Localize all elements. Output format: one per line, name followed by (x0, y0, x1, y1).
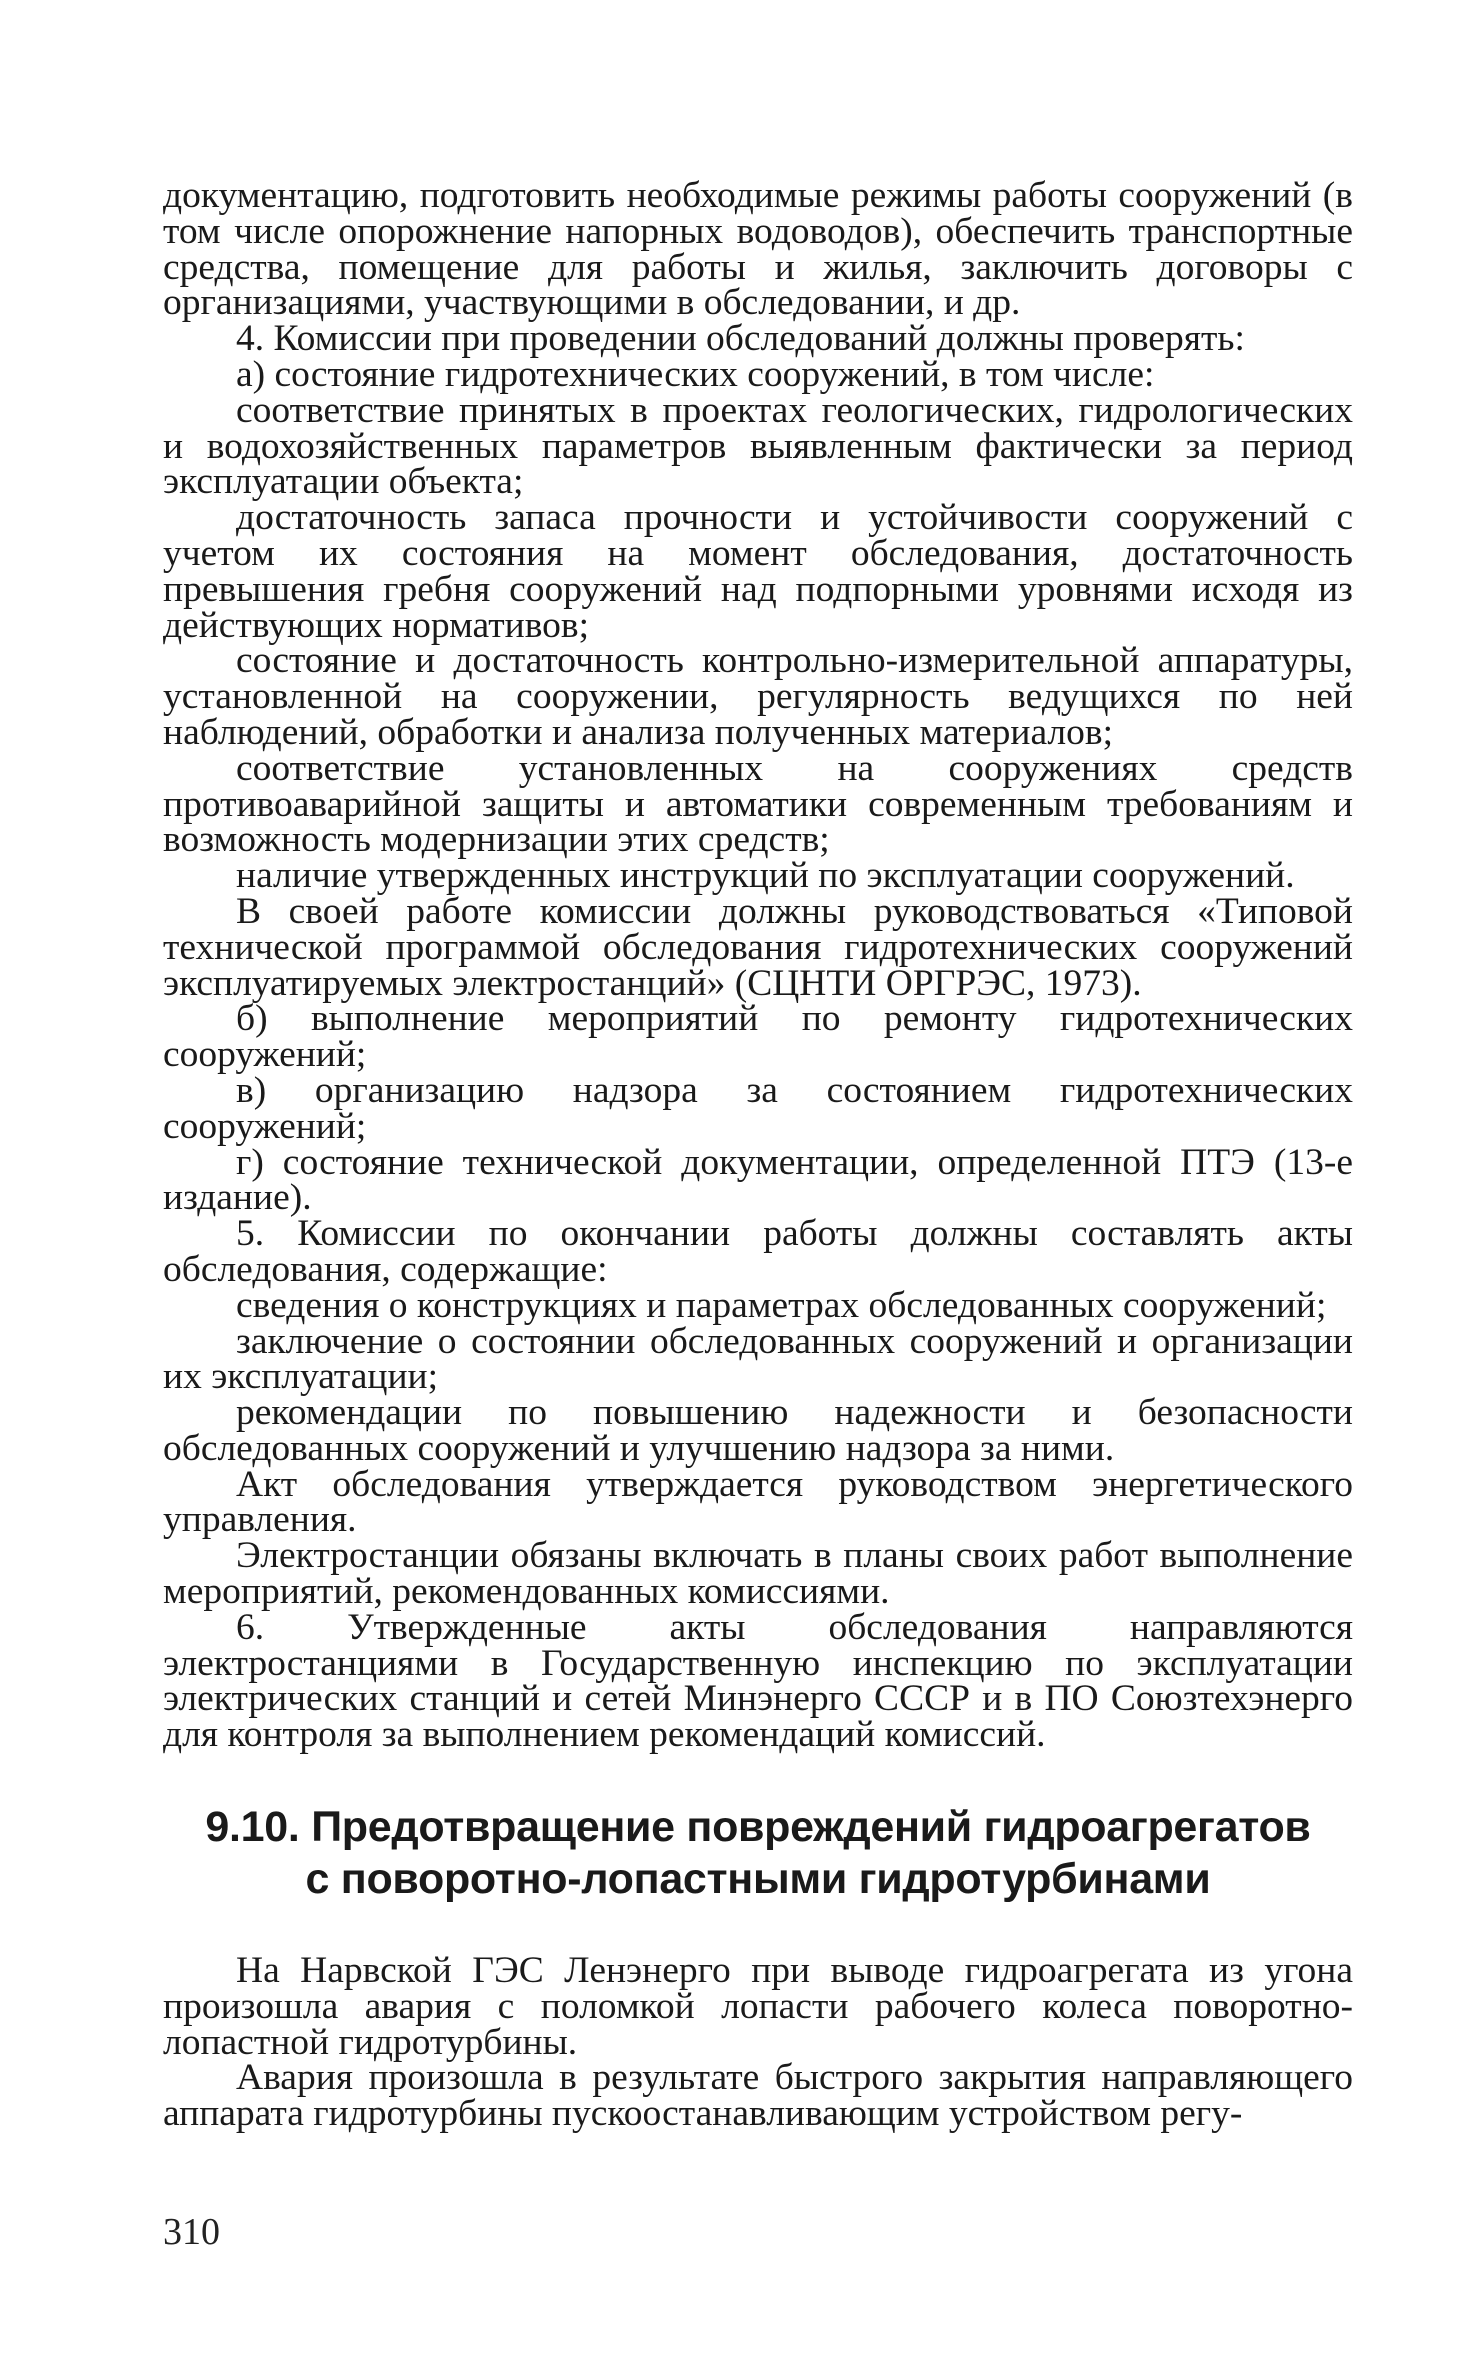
paragraph: заключение о состоянии обследованных сооружений и организации их эксплуатации; (163, 1320, 1353, 1398)
paragraph: соответствие установленных на сооружениях средств противоаварийной защиты и автоматики современным требованиям и возможность модернизации этих средств; (163, 747, 1353, 861)
paragraph: сведения о конструкциях и параметрах обследованных сооружений; (236, 1284, 1327, 1326)
paragraph: 4. Комиссии при проведении обследований должны проверять: (236, 318, 1245, 360)
paragraph: Электростанции обязаны включать в планы своих работ выполнение мероприятий, рекомендованных комиссиями. (163, 1535, 1353, 1613)
paragraph: состояние и достаточность контрольно-измерительной аппаратуры, установленной на сооружении, регулярность ведущихся по ней наблюдений, обработки и анализа полученных материалов; (163, 640, 1353, 753)
section-heading-line-1: 9.10. Предотвращение повреждений гидроагрегатов (205, 1803, 1311, 1852)
paragraph: В своей работе комиссии должны руководствоваться «Типовой технической программой обследования гидротехнических сооружений эксплуатируемых электростанций» (СЦНТИ ОРГРЭС, 1973). (163, 890, 1353, 1004)
body-text-bottom (163, 1950, 1353, 2135)
paragraph: документацию, подготовить необходимые режимы работы сооружений (в том числе опорожнение напорных водоводов), обеспечить транспортные средства, помещение для работы и жилья, заключить договоры с организациями, участвующими в обследовании, и др. (163, 175, 1353, 324)
section-heading (163, 1801, 1353, 1905)
paragraph: достаточность запаса прочности и устойчивости сооружений с учетом их состояния на момент обследования, достаточность превышения гребня сооружений над подпорными уровнями исходя из действующих нормативов; (163, 497, 1353, 646)
page-number: 310 (163, 2211, 220, 2253)
paragraph: соответствие принятых в проектах геологических, гидрологических и водохозяйственных параметров выявленным фактически за период эксплуатации объекта; (163, 389, 1353, 503)
paragraph: в) организацию надзора за состоянием гидротехнических сооружений; (163, 1069, 1353, 1147)
paragraph: 6. Утвержденные акты обследования направляются электростанциями в Государственную инспекцию по эксплуатации электрических станций и сетей Минэнерго СССР и в ПО Союзтехэнерго для контроля за выполнением рекомендаций комиссий. (163, 1606, 1353, 1756)
paragraph: г) состояние технической документации, определенной ПТЭ (13-е издание). (163, 1141, 1353, 1219)
paragraph: Авария произошла в результате быстрого закрытия направляющего аппарата гидротурбины пускоостанавливающим устройством регу- (163, 2057, 1353, 2135)
paragraph: а) состояние гидротехнических сооружений, в том числе: (236, 353, 1155, 395)
section-heading-line-2: с поворотно-лопастными гидротурбинами (305, 1855, 1211, 1904)
paragraph: рекомендации по повышению надежности и безопасности обследованных сооружений и улучшению надзора за ними. (163, 1392, 1353, 1469)
paragraph: наличие утвержденных инструкций по эксплуатации сооружений. (236, 855, 1295, 897)
paragraph: 5. Комиссии по окончании работы должны составлять акты обследования, содержащие: (163, 1213, 1353, 1290)
paragraph: На Нарвской ГЭС Ленэнерго при выводе гидроагрегата из угона произошла авария с поломкой лопасти рабочего колеса поворотно-лопастной гидротурбины. (163, 1950, 1353, 2063)
paragraph: б) выполнение мероприятий по ремонту гидротехнических сооружений; (163, 998, 1353, 1076)
page-body (163, 175, 1353, 2135)
paragraph: Акт обследования утверждается руководством энергетического управления. (163, 1463, 1353, 1541)
body-text-top (163, 175, 1353, 1756)
